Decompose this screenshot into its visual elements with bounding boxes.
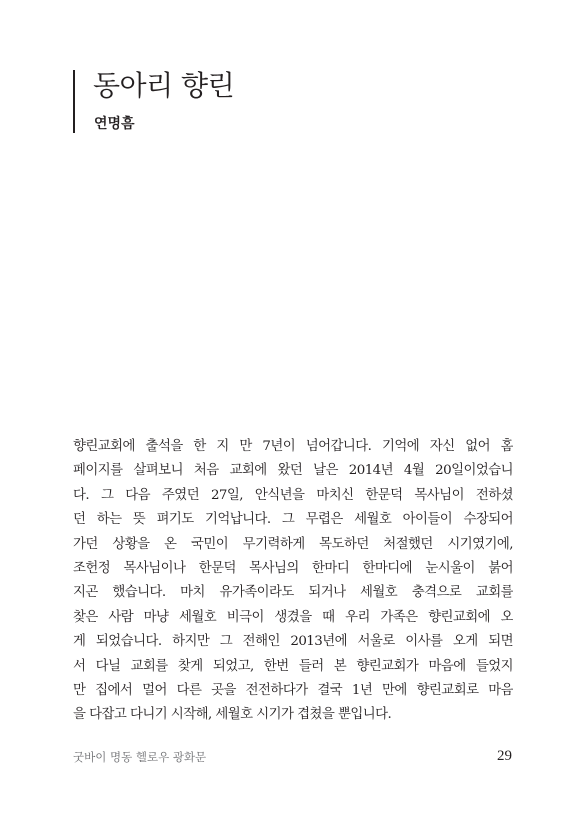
body-line: 던 하는 뜻 펴기도 기억납니다. 그 무렵은 세월호 아이들이 수장되어 — [73, 512, 513, 528]
body-line: 찾은 사람 마냥 세월호 비극이 생겼을 때 우리 가족은 향린교회에 오 — [73, 609, 513, 625]
body-line: 을 다잡고 다니기 시작해, 세월호 시기가 겹쳤을 뿐입니다. — [73, 707, 392, 723]
body-line: 지곤 했습니다. 마치 유가족이라도 되거나 세월호 충격으로 교회를 — [73, 585, 513, 601]
article-title: 동아리 향린 — [93, 69, 235, 102]
body-line: 조헌정 목사님이나 한문덕 목사님의 한마디 한마디에 눈시울이 붉어 — [73, 561, 513, 577]
body-line: 게 되었습니다. 하지만 그 전해인 2013년에 서울로 이사를 오게 되면 — [73, 634, 513, 650]
article-body — [73, 435, 513, 728]
body-line: 가던 상황을 온 국민이 무기력하게 목도하던 처절했던 시기였기에, — [73, 536, 513, 552]
body-line: 향린교회에 출석을 한 지 만 7년이 넘어갑니다. 기억에 자신 없어 홈 — [73, 439, 513, 454]
article-author: 연명흠 — [94, 116, 135, 132]
body-line: 다. 그 다음 주였던 27일, 안식년을 마치신 한문덕 목사님이 전하셨 — [73, 487, 513, 503]
body-line: 페이지를 살펴보니 처음 교회에 왔던 날은 2014년 4월 20일이었습니 — [73, 463, 513, 479]
body-line: 만 집에서 멀어 다른 곳을 전전하다가 결국 1년 만에 향린교회로 마음 — [73, 683, 513, 699]
body-line: 서 다닐 교회를 찾게 되었고, 한번 들러 본 향린교회가 마음에 들었지 — [73, 658, 513, 674]
page-number: 29 — [497, 748, 512, 764]
running-title: 굿바이 명동 헬로우 광화문 — [73, 750, 207, 764]
title-vertical-rule — [73, 70, 75, 133]
